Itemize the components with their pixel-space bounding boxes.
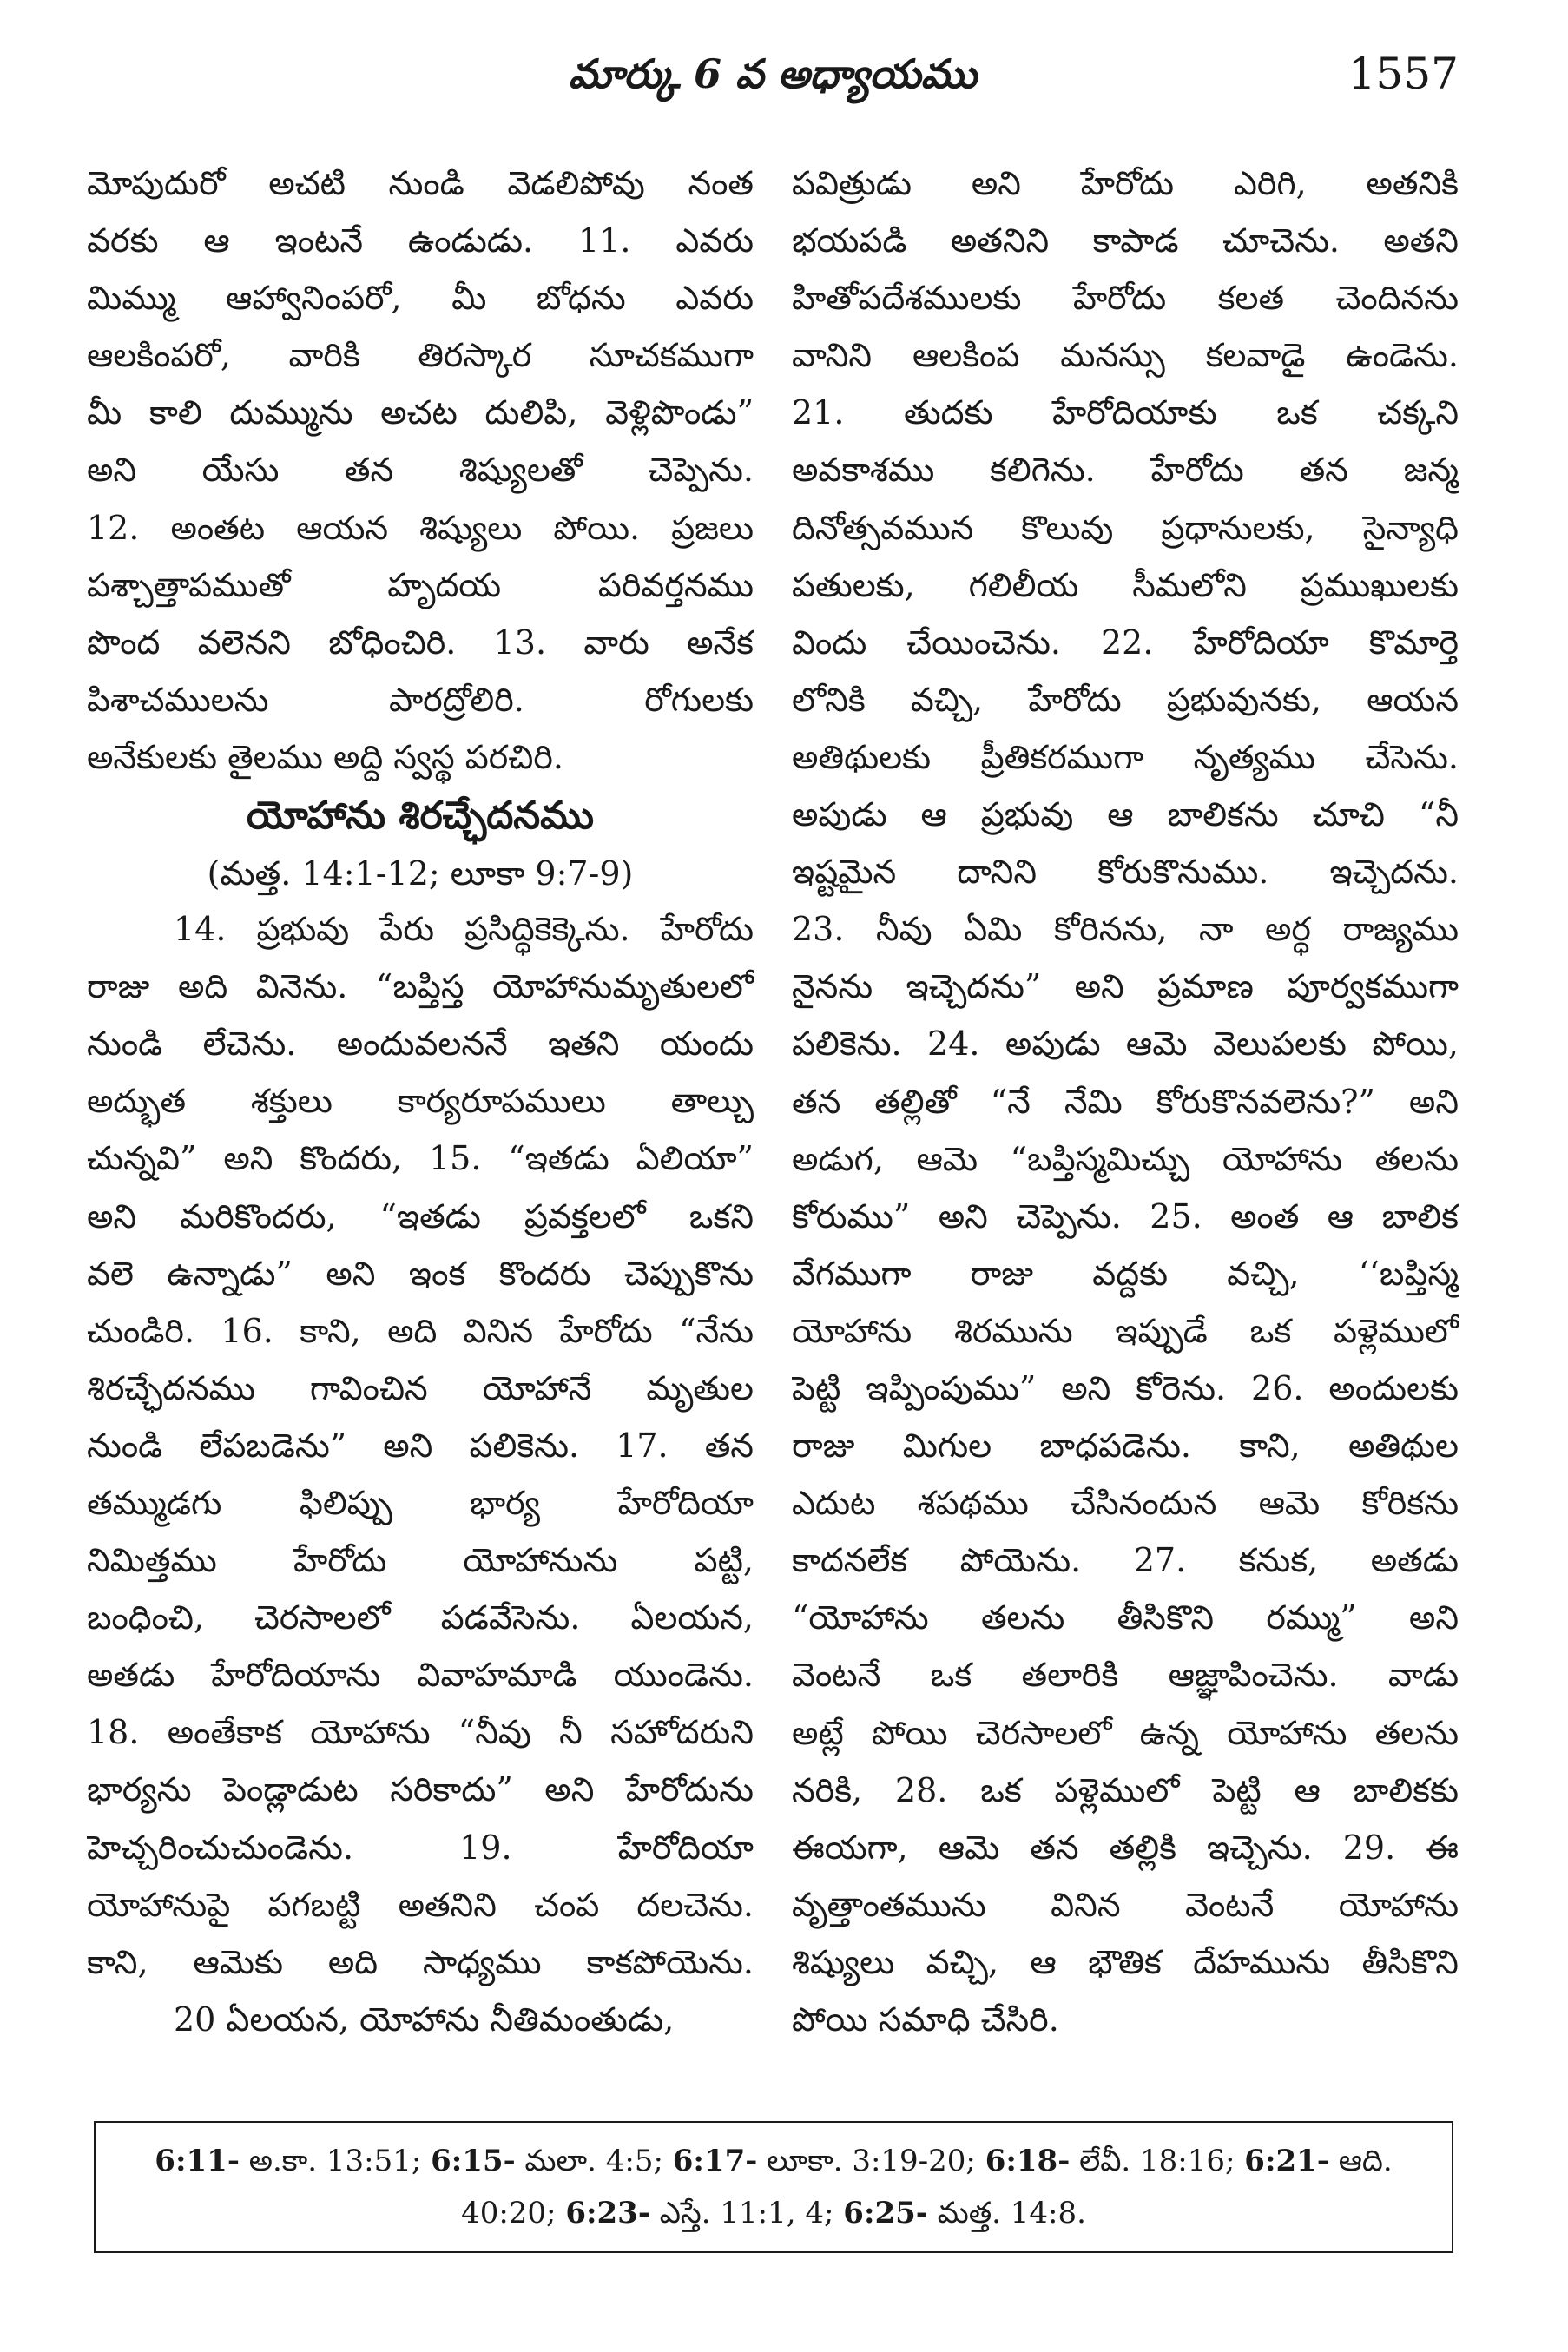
footnote-line xyxy=(130,2187,1417,2239)
footnote-reference: 6:23- xyxy=(565,2196,650,2230)
text-line: వేగముగా రాజు వద్దకు వచ్చి, ‘‘బప్తిస్మ xyxy=(792,1254,1459,1293)
footnote-text: లేవీ. 18:16; xyxy=(1070,2144,1245,2178)
text-line: అపుడు ఆ ప్రభువు ఆ బాలికను చూచి “నీ xyxy=(792,795,1459,834)
text-line: వృత్తాంతమును వినిన వెంటనే యోహాను xyxy=(792,1885,1459,1924)
text-line: ఎదుట శపథము చేసినందున ఆమె కోరికను xyxy=(792,1484,1459,1523)
text-line: పిశాచములను పారద్రోలిరి. రోగులకు xyxy=(87,680,754,719)
page-number: 1557 xyxy=(1347,49,1459,99)
text-line: వానిని ఆలకింప మనస్సు కలవాడై ఉండెను. xyxy=(792,336,1459,375)
footnote-line xyxy=(130,2135,1417,2187)
text-line: రాజు అది వినెను. “బప్తిస్త యోహానుమృతులలో xyxy=(87,967,754,1006)
text-line: పలికెను. 24. అపుడు ఆమె వెలుపలకు పోయి, xyxy=(792,1024,1459,1064)
text-line: లోనికి వచ్చి, హేరోదు ప్రభువునకు, ఆయన xyxy=(792,680,1459,719)
text-line: శిష్యులు వచ్చి, ఆ భౌతిక దేహమును తీసికొని xyxy=(792,1942,1459,1981)
chapter-title: మార్కు 6 వ అధ్యాయము xyxy=(568,50,978,97)
right-column xyxy=(792,155,1459,2048)
text-columns xyxy=(87,155,1459,2117)
text-line: అడుగ, ఆమె “బప్తిస్మమిచ్చు యోహాను తలను xyxy=(792,1139,1459,1178)
text-line: 21. తుదకు హేరోదియాకు ఒక చక్కని xyxy=(792,393,1459,432)
text-line: శిరచ్ఛేదనము గావించిన యోహానే మృతుల xyxy=(87,1368,754,1407)
footnote-reference: 6:21- xyxy=(1244,2144,1329,2178)
text-line: పశ్చాత్తాపముతో హృదయ పరివర్తనము xyxy=(87,565,754,604)
text-line: మోపుదురో అచటి నుండి వెడలిపోవు నంత xyxy=(87,164,754,202)
text-line: కోరుము” అని చెప్పెను. 25. అంత ఆ బాలిక xyxy=(792,1196,1459,1235)
text-line: నుండి లేపబడెను” అని పలికెను. 17. తన xyxy=(87,1426,754,1465)
text-line: చుండిరి. 16. కాని, అది వినిన హేరోదు “నేను xyxy=(87,1311,754,1350)
text-line: నిమిత్తము హేరోదు యోహానును పట్టి, xyxy=(87,1541,754,1580)
text-line: విందు చేయించెను. 22. హేరోదియా కొమార్తె xyxy=(792,623,1459,662)
text-line: నైనను ఇచ్చెదను” అని ప్రమాణ పూర్వకముగా xyxy=(792,967,1459,1006)
footnote-text: ఆది. xyxy=(1328,2144,1393,2178)
text-line: అనేకులకు తైలము అద్ది స్వస్థ పరచిరి. xyxy=(87,737,564,776)
text-line: దినోత్సవమున కొలువు ప్రధానులకు, సైన్యాధి xyxy=(792,508,1459,547)
text-line: 20 ఏలయన, యోహాను నీతిమంతుడు, xyxy=(174,2000,675,2039)
text-line: మీ కాలి దుమ్మును అచట దులిపి, వెళ్లిపొండు” xyxy=(87,393,754,432)
left-column-paragraph xyxy=(87,900,754,2048)
text-line: అని యేసు తన శిష్యులతో చెప్పెను. xyxy=(87,451,754,490)
text-line: తన తల్లితో “నే నేమి కోరుకొనవలెను?” అని xyxy=(792,1082,1459,1121)
text-line: అని మరికొందరు, “ఇతడు ప్రవక్తలలో ఒకని xyxy=(87,1196,754,1235)
text-line: నుండి లేచెను. అందువలననే ఇతని యందు xyxy=(87,1024,754,1064)
text-line: 18. అంతేకాక యోహాను “నీవు నీ సహోదరుని xyxy=(87,1713,754,1752)
text-line: “యోహాను తలను తీసికొని రమ్ము” అని xyxy=(792,1598,1459,1637)
text-line: యోహానుపై పగబట్టి అతనిని చంప దలచెను. xyxy=(87,1885,754,1924)
footnote-text: 40:20; xyxy=(461,2196,566,2230)
text-line: హితోపదేశములకు హేరోదు కలత చెందినను xyxy=(792,279,1459,318)
footnote-text: మత్త. 14:8. xyxy=(927,2196,1086,2230)
footnote-reference: 6:17- xyxy=(672,2144,758,2178)
text-line: అవకాశము కలిగెను. హేరోదు తన జన్మ xyxy=(792,451,1459,490)
text-line: ఆలకింపరో, వారికి తిరస్కార సూచకముగా xyxy=(87,336,754,375)
footnote-reference: 6:11- xyxy=(155,2144,240,2178)
text-line: తమ్ముడగు ఫిలిప్పు భార్య హేరోదియా xyxy=(87,1483,754,1522)
text-line: కాదనలేక పోయెను. 27. కనుక, అతడు xyxy=(792,1541,1459,1580)
footnote-box xyxy=(94,2121,1453,2253)
text-line: మిమ్ము ఆహ్వానింపరో, మీ బోధను ఎవరు xyxy=(87,279,754,318)
text-line: కాని, ఆమెకు అది సాధ్యము కాకపోయెను. xyxy=(87,1942,754,1981)
footnote-reference: 6:15- xyxy=(431,2144,516,2178)
text-line: ఇష్టమైన దానిని కోరుకొనుము. ఇచ్చెదను. xyxy=(792,853,1459,892)
text-line: రాజు మిగుల బాధపడెను. కాని, అతిథుల xyxy=(792,1426,1459,1466)
footnote-text: ఎస్తే. 11:1, 4; xyxy=(649,2196,844,2230)
left-column-paragraph xyxy=(87,155,754,786)
text-line: 14. ప్రభువు పేరు ప్రసిద్ధికెక్కెను. హేరోదు xyxy=(174,910,754,949)
text-line: పోయి సమాధి చేసిరి. xyxy=(792,2000,1059,2039)
text-line: 12. అంతట ఆయన శిష్యులు పోయి. ప్రజలు xyxy=(87,508,754,547)
text-line: పవిత్రుడు అని హేరోదు ఎరిగి, అతనికి xyxy=(792,164,1459,202)
section-cross-references: (మత్త. 14:1-12; లూకా 9:7-9) xyxy=(207,854,634,893)
text-line: అతడు హేరోదియాను వివాహమాడి యుండెను. xyxy=(87,1656,754,1695)
text-line: బంధించి, చెరసాలలో పడవేసెను. ఏలయన, xyxy=(87,1598,754,1637)
text-line: భార్యను పెండ్లాడుట సరికాదు” అని హేరోదును xyxy=(87,1770,754,1809)
footnote-text: అ.కా. 13:51; xyxy=(239,2144,432,2178)
footnote-text: లూకా. 3:19-20; xyxy=(757,2144,985,2178)
text-line: ఈయగా, ఆమె తన తల్లికి ఇచ్చెను. 29. ఈ xyxy=(792,1828,1459,1867)
text-line: పెట్టి ఇప్పింపుము” అని కోరెను. 26. అందులకు xyxy=(792,1368,1459,1407)
left-column xyxy=(87,155,754,2048)
text-line: అట్లే పోయి చెరసాలలో ఉన్న యోహాను తలను xyxy=(792,1713,1459,1752)
text-line: పొంద వలెనని బోధించిరి. 13. వారు అనేక xyxy=(87,623,754,662)
footnote-reference: 6:18- xyxy=(985,2144,1071,2178)
right-column-paragraph xyxy=(792,155,1459,2048)
text-line: హెచ్చరించుచుండెను. 19. హేరోదియా xyxy=(87,1828,754,1867)
text-line: 23. నీవు ఏమి కోరినను, నా అర్ధ రాజ్యము xyxy=(792,910,1459,949)
text-line: అతిథులకు ప్రీతికరముగా నృత్యము చేసెను. xyxy=(792,737,1459,776)
text-line: చున్నవి” అని కొందరు, 15. “ఇతడు ఏలియా” xyxy=(87,1139,754,1178)
text-line: నరికి, 28. ఒక పళ్లెములో పెట్టి ఆ బాలికకు xyxy=(792,1770,1459,1809)
text-line: భయపడి అతనిని కాపాడ చూచెను. అతని xyxy=(792,221,1459,260)
text-line: వరకు ఆ ఇంటనే ఉండుడు. 11. ఎవరు xyxy=(87,221,754,260)
footnote-text: మలా. 4:5; xyxy=(515,2144,673,2178)
text-line: యోహాను శిరమును ఇప్పుడే ఒక పళ్లెములో xyxy=(792,1311,1459,1350)
text-line: పతులకు, గలిలీయ సీమలోని ప్రముఖులకు xyxy=(792,565,1459,604)
text-line: అద్భుత శక్తులు కార్యరూపములు తాల్చు xyxy=(87,1082,754,1121)
text-line: వెంటనే ఒక తలారికి ఆజ్ఞాపించెను. వాడు xyxy=(792,1656,1459,1695)
text-line: వలె ఉన్నాడు” అని ఇంక కొందరు చెప్పుకొను xyxy=(87,1254,754,1293)
section-heading: యోహాను శిరచ్ఛేదనము xyxy=(247,794,594,839)
footnote-reference: 6:25- xyxy=(843,2196,928,2230)
page-header xyxy=(87,43,1459,104)
